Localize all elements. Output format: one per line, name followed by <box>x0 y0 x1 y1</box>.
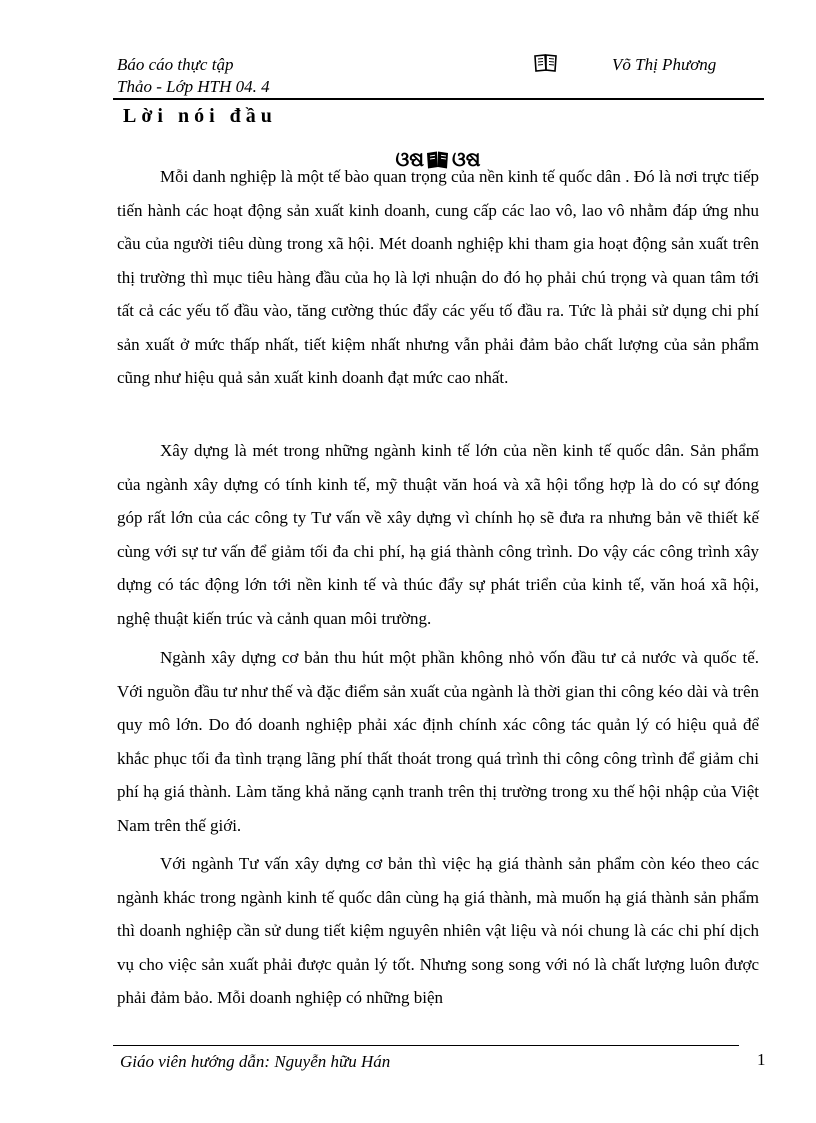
body-paragraph-2: Xây dựng là mét trong những ngành kinh tế lớn của nền kinh tế quốc dân. Sản phẩm của ngành xây dựng có tính kinh tế, mỹ thuật văn hoá và xã hội tổng hợp là do có sự đóng góp rất lớn của các công ty Tư vấn về xây dựng vì chính họ sẽ đưa ra nhưng bản vẽ thiết kế cùng với sự tư vấn để giảm tối đa chi phí, hạ giá thành công trình. Do vậy các công trình xây dựng có tác động lớn tới nền kinh tế và thúc đẩy sự phát triển của kinh tế, văn hoá xã hội, nghệ thuật kiến trúc và cảnh quan môi trường. <box>117 441 759 628</box>
footer-advisor: Giáo viên hướng dẫn: Nguyễn hữu Hán <box>120 1052 391 1071</box>
body-paragraph-4: Với ngành Tư vấn xây dựng cơ bản thì việc hạ giá thành sản phẩm còn kéo theo các ngành khác trong ngành kinh tế quốc dân cùng hạ giá thành, mà muốn hạ giá thành sản phẩm thì doanh nghiệp cần sử dung tiết kiệm nguyên nhiên vật liệu và nói chung là các chi phí dịch vụ cho việc sản xuất phải được quản lý tốt. Nhưng song song với nó là chất lượng luôn được phải đảm bảo. Mỗi doanh nghiệp có những biện <box>117 854 759 1007</box>
header-student-name: Võ Thị Phương <box>612 55 717 74</box>
page-title: Lời nói đầu <box>123 105 277 127</box>
ornament-left: ଓଷ <box>395 148 424 171</box>
body-paragraph-1: Mỗi danh nghiệp là một tế bào quan trọng của nền kinh tế quốc dân . Đó là nơi trực tiếp tiến hành các hoạt động sản xuất kinh doanh, cung cấp các lao vô, lao vô nhằm đáp ứng nhu cầu của người tiêu dùng trong xã hội. Mét doanh nghiệp khi tham gia hoạt động sản xuất trên thị trường thì mục tiêu hàng đầu của họ là lợi nhuận do đó họ phải chú trọng và quan tâm tới tất cả các yếu tố đầu vào, tăng cường thúc đẩy các yếu tố đầu ra. Tức là phải sử dụng chi phí sản xuất ở mức thấp nhất, tiết kiệm nhất nhưng vẫn phải đảm bảo chất lượng của sản phẩm cũng như hiệu quả sản xuất kinh doanh đạt mức cao nhất. <box>117 167 759 387</box>
footer-rule <box>113 1045 739 1046</box>
header-report-label: Báo cáo thực tập <box>117 55 234 74</box>
header-author-class: Thảo - Lớp HTH 04. 4 <box>117 77 270 96</box>
page-number: 1 <box>757 1050 766 1069</box>
ornament-right: ଓଷ <box>452 148 481 171</box>
body-paragraph-3: Ngành xây dựng cơ bản thu hút một phần không nhỏ vốn đầu tư cả nước và quốc tế. Với nguồn đầu tư như thế và đặc điểm sản xuất của ngành là thời gian thi công kéo dài và trên quy mô lớn. Do đó doanh nghiệp phải xác định chính xác công tác quản lý có hiệu quả để khắc phục tối đa tình trạng lãng phí thất thoát trong quá trình thi công công trình để giảm chi phí hạ giá thành. Làm tăng khả năng cạnh tranh trên thị trường trong xu thế hội nhập của Việt Nam trên thế giới. <box>117 648 759 835</box>
header-rule <box>113 98 764 100</box>
book-icon <box>533 53 559 73</box>
